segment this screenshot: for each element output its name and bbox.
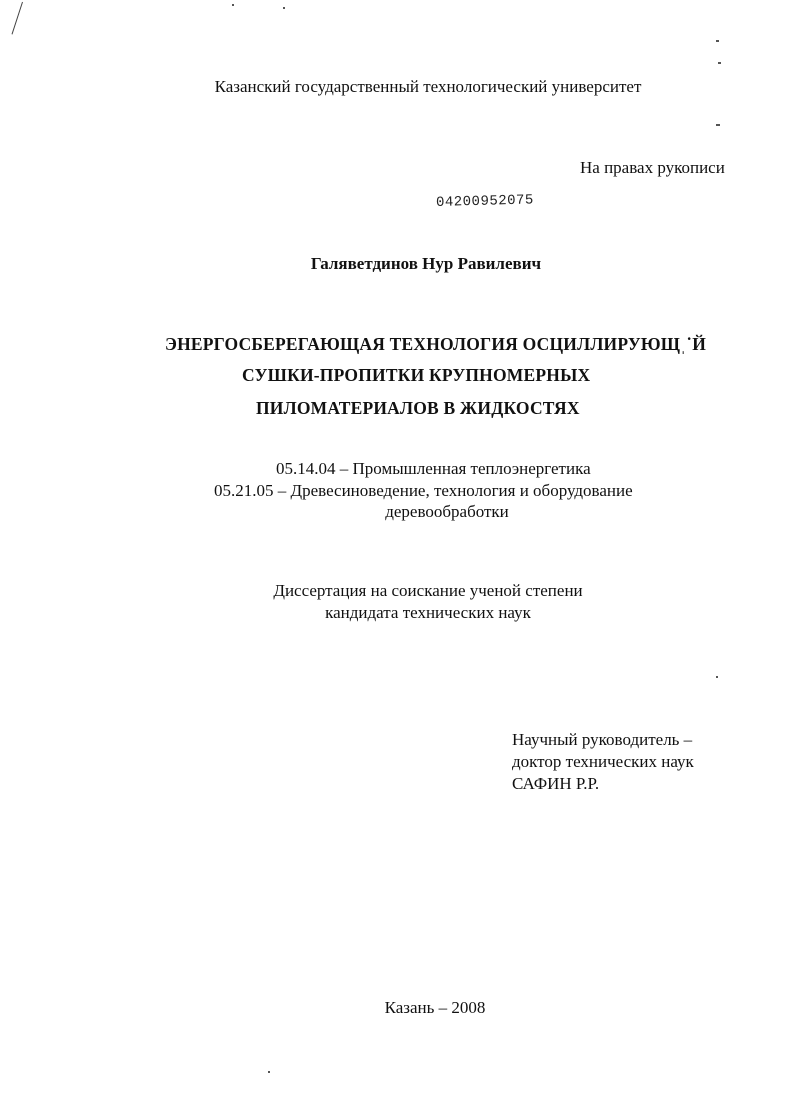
supervisor-line: САФИН Р.Р. [512, 774, 600, 793]
specialty-line: 05.21.05 – Древесиноведение, технология и оборудование [214, 481, 633, 500]
scan-artifact-stroke [12, 2, 23, 35]
dissertation-title-line: СУШКИ-ПРОПИТКИ КРУПНОМЕРНЫХ [242, 365, 591, 385]
degree-line: кандидата технических наук [325, 603, 531, 622]
specialty-line: 05.14.04 – Промышленная теплоэнергетика [276, 459, 591, 478]
author-name: Галяветдинов Нур Равилевич [310, 254, 542, 273]
dissertation-title-line: ЭНЕРГОСБЕРЕГАЮЩАЯ ТЕХНОЛОГИЯ ОСЦИЛЛИРУЮЩˌ˙Й [165, 334, 707, 354]
supervisor-line: доктор технических наук [512, 752, 694, 771]
scan-artifact-dot [268, 1071, 270, 1073]
inventory-stamp-number: 04200952075 [435, 192, 535, 211]
degree-line: Диссертация на соискание ученой степени [273, 581, 583, 600]
scan-artifact-dot [716, 676, 718, 678]
scan-artifact-dot [718, 62, 721, 64]
university-name: Казанский государственный технологический университет [214, 77, 642, 96]
scan-artifact-dot [716, 124, 720, 126]
dissertation-title-line: ПИЛОМАТЕРИАЛОВ В ЖИДКОСТЯХ [256, 398, 580, 418]
scan-artifact-dot [716, 40, 719, 42]
city-year: Казань – 2008 [384, 998, 486, 1017]
supervisor-line: Научный руководитель – [512, 730, 693, 749]
specialty-line: деревообработки [385, 502, 509, 521]
manuscript-note: На правах рукописи [580, 158, 725, 177]
scan-artifact-dot [232, 4, 234, 6]
scan-artifact-dot [283, 7, 285, 9]
